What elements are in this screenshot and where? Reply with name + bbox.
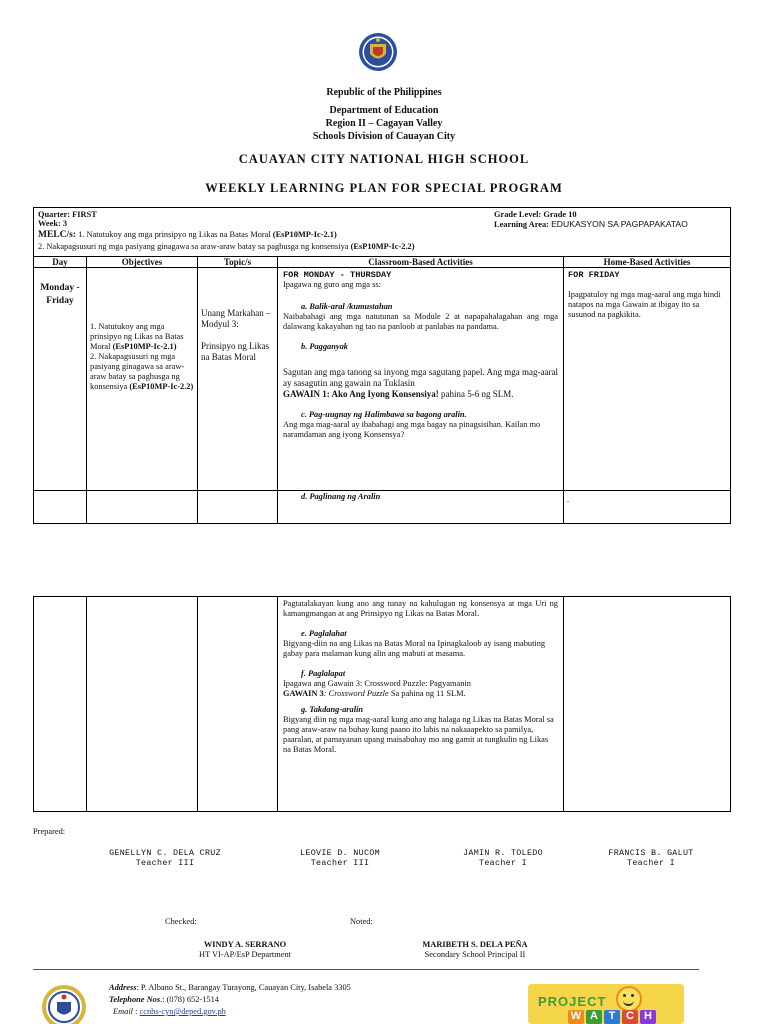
school-seal-icon — [41, 984, 87, 1024]
school-name: CAUAYAN CITY NATIONAL HIGH SCHOOL — [238, 152, 530, 166]
noted-label: Noted: — [350, 917, 373, 926]
table-row — [34, 597, 731, 812]
letterhead-department: Department of Education — [329, 105, 439, 116]
logo-watch-letters: W A T C H — [568, 1010, 656, 1024]
checked-label: Checked: — [165, 917, 197, 926]
classroom-cell: FOR MONDAY - THURSDAY Ipagawa ng guro ang mga ss: a. Balik-aral /kumustahan Naibabahagi ang mga natutunan sa Module 2 at napapahalagahan ang mga dalawang kakayahan ng tao na panloob at panlabas na pandama. b. Pagganyak Sagutan ang mga tanong sa inyong mga sagutang papel. Ang mga mag-aaral ay sasagutin ang gawain na Tuklasin GAWAIN 1: Ako Ang Iyong Konsensiya! pahina 5-6 ng SLM. c. Pag-uugnay ng Halimbawa sa bagong aralin. Ang mga mag-aaral ay ibabahagi ang mga bagay na pinagsisihan. Kailan mo naramdaman ang iyong Konsensya? — [278, 268, 564, 491]
email-link[interactable]: ccnhs-cyn@deped.gov.ph — [139, 1007, 226, 1016]
footer-telephone: Telephone Nos.: (078) 652-1514 — [109, 995, 219, 1004]
quarter-label: Quarter: FIRST — [38, 210, 97, 219]
home-cell-2: . — [564, 491, 731, 524]
checker-signatory: WINDY A. SERRANO HT VI-AP/EsP Department — [199, 940, 291, 959]
week-label: Week: 3 — [38, 219, 68, 228]
objectives-cell: 1. Natutukoy ang mga prinsipyo ng Likas na Batas Moral (EsP10MP-Ic-2.1) 2. Nakapagsusuri ng mga pasiyang ginagawa sa araw-araw batay sa paghusga ng konsensiya (EsP10MP-Ic-2.2) — [87, 268, 198, 491]
grade-level: Grade Level: Grade 10 — [494, 210, 577, 219]
col-day: Day — [34, 257, 87, 268]
footer-email: Email : ccnhs-cyn@deped.gov.ph — [113, 1007, 226, 1016]
table-row — [34, 491, 731, 524]
letterhead-republic: Republic of the Philippines — [326, 87, 442, 98]
col-topics: Topic/s — [198, 257, 278, 268]
prepared-label: Prepared: — [33, 827, 66, 836]
noter-signatory: MARIBETH S. DELA PEÑA Secondary School Principal II — [422, 940, 528, 959]
column-header-row — [34, 257, 731, 268]
classroom-cell-continued: Pagtatalakayan kung ano ang tunay na kahulugan ng konsensya at mga Uri ng kamangmangan at ang Prinsipyo ng Likas na Batas Moral. e. Paglalahat Bigyang-diin na ang Likas na Batas Moral na Ipinagkaloob ay isang mabuting gabay para malaman kung alin ang mabuti at masama. f. Paglalapat Ipagawa ang Gawain 3: Crossword Puzzle: Pagyamanin GAWAIN 3: Crossword Puzzle Sa pahina ng 11 SLM. g. Takdang-aralin Bigyang diin ng mga mag-aaral kung ano ang halaga ng Likas na Batas Moral sa pang araw-araw na buhay kung paano ito labis na nakaaapekto sa pamilya, paaralan, at pamayanan upang maisabuhay mo ang gamit at tungkulin ng Likas na Batas Moral. — [278, 597, 564, 812]
letterhead-region: Region II – Cagayan Valley — [325, 118, 443, 129]
weekly-plan-table-continued — [33, 596, 731, 812]
logo-project-text: PROJECT — [538, 994, 607, 1009]
col-objectives: Objectives — [87, 257, 198, 268]
melc-1: MELC/s: 1. Natutukoy ang mga prinsipyo ng Likas na Batas Moral (EsP10MP-Ic-2.1) — [38, 230, 337, 240]
smiley-sun-icon — [616, 986, 642, 1012]
project-watch-logo — [528, 984, 684, 1024]
letterhead-division: Schools Division of Cauayan City — [312, 131, 456, 142]
signatory-1: GENELLYN C. DELA CRUZ Teacher III — [109, 848, 221, 868]
footer-address: Address: P. Albano St., Barangay Turayong, Cauayan City, Isabela 3305 — [109, 983, 351, 992]
home-cell: FOR FRIDAY Ipagpatuloy ng mga mag-aaral ang mga hindi natapos na mga Gawain at ibigay ito sa susunod na pagkikita. — [564, 268, 731, 491]
weekly-plan-table — [33, 207, 731, 524]
step-d-heading: d. Paglinang ng Aralin — [301, 492, 381, 501]
footer-divider — [33, 969, 699, 970]
meta-row — [34, 208, 731, 257]
learning-area: Learning Area: EDUKASYON SA PAGPAPAKATAO — [494, 219, 688, 229]
col-home: Home-Based Activities — [564, 257, 731, 268]
topics-cell: Unang Markahan – Modyul 3: Prinsipyo ng Likas na Batas Moral — [198, 268, 278, 491]
melc-2: 2. Nakapagsusuri ng mga pasiyang ginagawa sa araw-araw batay sa paghusga ng konsensiya (EsP10MP-Ic-2.2) — [38, 242, 415, 251]
day-cell: Monday -Friday — [34, 268, 87, 491]
signatory-4: FRANCIS B. GALUT Teacher I — [608, 848, 694, 868]
deped-seal — [358, 32, 398, 72]
document-title: WEEKLY LEARNING PLAN FOR SPECIAL PROGRAM — [205, 181, 563, 195]
signatory-2: LEOVIE D. NUCOM Teacher III — [300, 848, 380, 868]
col-classroom: Classroom-Based Activities — [278, 257, 564, 268]
table-row — [34, 268, 731, 491]
signatory-3: JAMIN R. TOLEDO Teacher I — [463, 848, 543, 868]
